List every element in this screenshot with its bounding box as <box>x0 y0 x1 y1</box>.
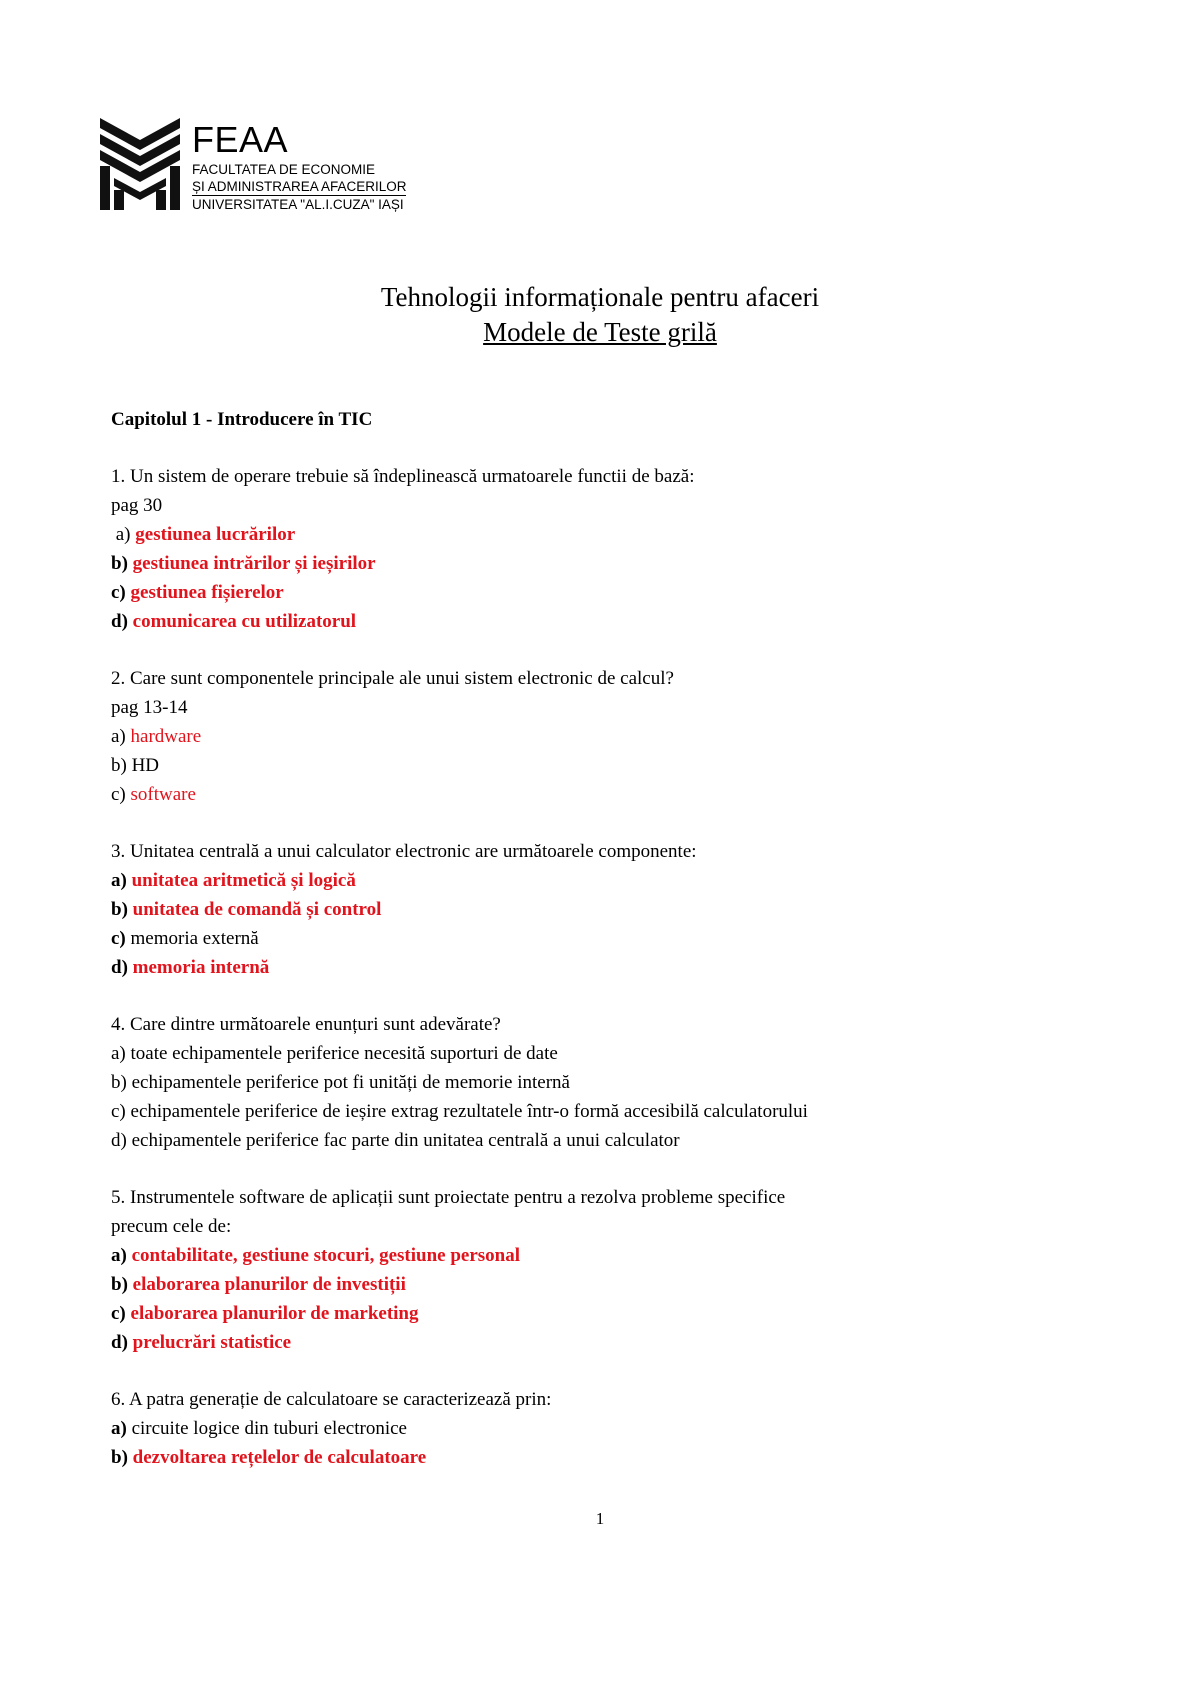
answer-option-d <box>111 607 1111 636</box>
option-text: circuite logice din tuburi electronice <box>131 1418 407 1439</box>
answer-option-b <box>111 895 1111 924</box>
question-text: 5. Instrumentele software de aplicații sunt proiectate pentru a rezolva probleme specifice <box>111 1187 786 1208</box>
answer-option-c <box>111 1299 1111 1328</box>
answer-option-b <box>111 1443 1111 1472</box>
question-1 <box>111 462 1111 636</box>
page-number: 1 <box>595 1509 605 1528</box>
option-text: gestiunea lucrărilor <box>135 524 296 545</box>
logo-divider <box>192 195 406 196</box>
feaa-logo <box>100 118 407 218</box>
option-label: c) <box>111 928 126 949</box>
option-label: c) <box>111 582 126 603</box>
answer-option-d <box>111 1328 1111 1357</box>
answer-option-d <box>111 953 1111 982</box>
option-text: comunicarea cu utilizatorul <box>132 611 357 632</box>
option-label: b) <box>111 553 128 574</box>
question-text-continued: precum cele de: <box>111 1216 232 1237</box>
logo-line-university: UNIVERSITATEA "AL.I.CUZA" IAȘI <box>192 197 404 212</box>
option-text: gestiunea fișierelor <box>130 582 284 603</box>
answer-option-a <box>111 520 1111 549</box>
option-label: c) <box>111 1303 126 1324</box>
option-text: unitatea de comandă și control <box>132 899 382 920</box>
option-text: contabilitate, gestiune stocuri, gestiune personal <box>131 1245 521 1266</box>
option-text: prelucrări statistice <box>132 1332 292 1353</box>
question-text: 1. Un sistem de operare trebuie să îndeplinească urmatoarele functii de bază: <box>111 466 695 487</box>
option-label: a) <box>111 1245 127 1266</box>
chapter-heading: Capitolul 1 - Introducere în TIC <box>111 409 373 430</box>
option-label: a) <box>111 726 126 747</box>
answer-option-b <box>111 1270 1111 1299</box>
question-2 <box>111 664 1111 809</box>
question-text: 2. Care sunt componentele principale ale unui sistem electronic de calcul? <box>111 668 674 689</box>
option-label: a) <box>111 1418 127 1439</box>
question-6 <box>111 1385 1111 1472</box>
answer-option-b <box>111 751 1111 780</box>
document-title: Tehnologii informaționale pentru afaceri <box>380 282 820 312</box>
document-body <box>111 405 1111 1472</box>
answer-option-a <box>111 1414 1111 1443</box>
question-text: 3. Unitatea centrală a unui calculator electronic are următoarele componente: <box>111 841 697 862</box>
answer-option-a <box>111 722 1111 751</box>
option-label: d) <box>111 1332 128 1353</box>
option-label: a) <box>111 870 127 891</box>
option-label: b) <box>111 1447 128 1468</box>
answer-option-c <box>111 578 1111 607</box>
question-3 <box>111 837 1111 982</box>
answer-option-a: a) toate echipamentele periferice necesită suporturi de date <box>111 1043 558 1064</box>
answer-option-c <box>111 780 1111 809</box>
question-text: 4. Care dintre următoarele enunțuri sunt adevărate? <box>111 1014 501 1035</box>
page-reference: pag 30 <box>111 495 163 516</box>
logo-line-faculty: FACULTATEA DE ECONOMIE <box>192 162 376 177</box>
question-4 <box>111 1010 1111 1155</box>
option-label: b) <box>111 755 127 776</box>
answer-option-b: b) echipamentele periferice pot fi unități de memorie internă <box>111 1072 570 1093</box>
page-reference: pag 13-14 <box>111 697 188 718</box>
option-text: dezvoltarea rețelelor de calculatoare <box>132 1447 427 1468</box>
option-label: d) <box>111 611 128 632</box>
option-text: hardware <box>130 726 202 747</box>
answer-option-c <box>111 924 1111 953</box>
option-label: b) <box>111 899 128 920</box>
option-text: elaborarea planurilor de investiții <box>132 1274 406 1295</box>
option-text: HD <box>131 755 160 776</box>
option-text: memoria internă <box>132 957 270 978</box>
option-label: a) <box>115 524 131 545</box>
option-text: memoria externă <box>130 928 259 949</box>
answer-option-a <box>111 866 1111 895</box>
question-text: 6. A patra generație de calculatoare se caracterizează prin: <box>111 1389 552 1410</box>
feaa-chevron-logo-icon <box>100 118 180 214</box>
option-text: software <box>130 784 196 805</box>
option-text: gestiunea intrărilor și ieșirilor <box>132 553 376 574</box>
answer-option-a <box>111 1241 1111 1270</box>
logo-line-administration: ȘI ADMINISTRAREA AFACERILOR <box>192 179 407 194</box>
answer-option-c: c) echipamentele periferice de ieșire extrag rezultatele într-o formă accesibilă calculatorului <box>111 1101 808 1122</box>
option-label: b) <box>111 1274 128 1295</box>
logo-brand: FEAA <box>192 119 289 160</box>
option-label: d) <box>111 957 128 978</box>
answer-option-d: d) echipamentele periferice fac parte din unitatea centrală a unui calculator <box>111 1130 680 1151</box>
option-text: elaborarea planurilor de marketing <box>130 1303 419 1324</box>
option-label: c) <box>111 784 126 805</box>
document-subtitle: Modele de Teste grilă <box>483 317 717 347</box>
question-5 <box>111 1183 1111 1357</box>
option-text: unitatea aritmetică și logică <box>131 870 356 891</box>
answer-option-b <box>111 549 1111 578</box>
